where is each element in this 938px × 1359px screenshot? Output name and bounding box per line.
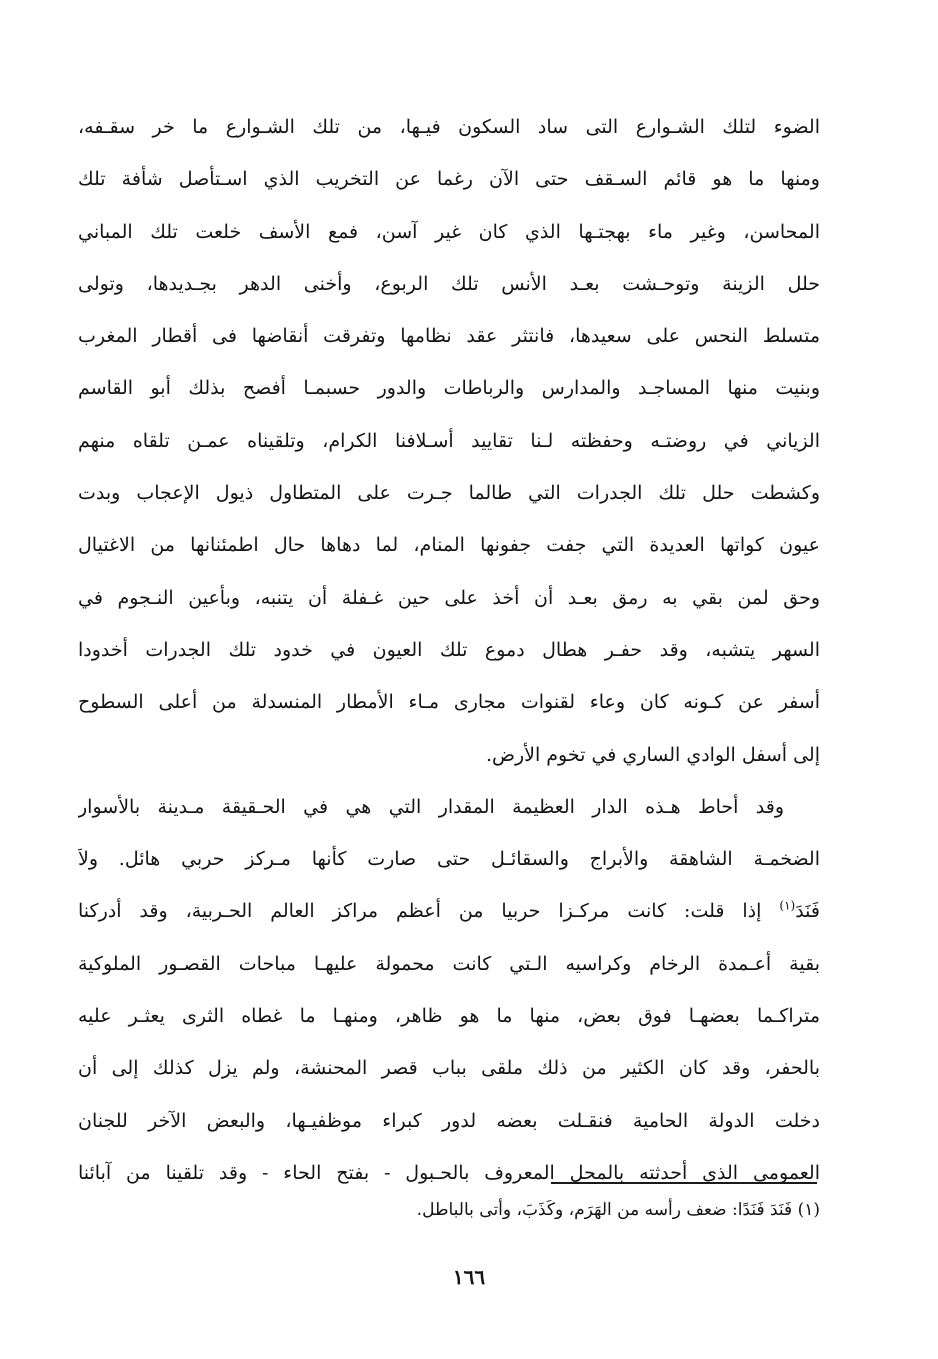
text-line: ومنها ما هو قائم السـقف حتى الآن رغما عن التخريب الذي اسـتأصل شأفة تلك — [78, 168, 820, 191]
text-line: بالحفر، وقد كان الكثير من ذلك ملقى بباب قصر المحنشة، ولم يزل كذلك إلى أن — [78, 1057, 820, 1080]
text-line: الزياني في روضتـه وحفظته لـنا تقاييد أسـلافنا الكرام، وتلقيناه عمـن تلقاه منهم — [78, 429, 820, 452]
text-line: متراكـما بعضهـا فوق بعض، منها ما هو ظاهر، ومنهـا ما غطاه الثرى يعثـر عليه — [78, 1005, 820, 1028]
text-line: وقد أحاط هـذه الدار العظيمة المقدار التي هي في الحـقيقة مـدينة بالأسوار — [78, 795, 784, 818]
body-text — [78, 101, 820, 1199]
text-line: المحاسن، وغير ماء بهجتـها الذي كان غير آسن، فمع الأسف خلعت تلك المباني — [78, 220, 820, 243]
footnote: (١) فَنَدَ فَنَدًا: ضعف رأسه من الهَرَم، وكَذَبَ، وأتى بالباطل. — [416, 1200, 820, 1220]
page-number: ١٦٦ — [452, 1265, 486, 1289]
text-line: إلى أسفل الوادي الساري في تخوم الأرض. — [485, 743, 820, 766]
text-line-rest: إذا قلت: كانت مركـزا حربيا من أعظم مراكز العالم الحـربية، وقد أدركنا — [78, 900, 762, 923]
text-line: حلل الزينة وتوحـشت بعـد الأنس تلك الربوع، وأخنى الدهر بجـديدها، وتولى — [78, 272, 820, 295]
text-line-with-note — [78, 885, 820, 937]
text-line: العمومي الذي أحدثته بالمحل المعروف بالحـبول - بفتح الحاء - وقد تلقينا من آبائنا — [78, 1161, 820, 1184]
footnote-marker: (١) — [779, 899, 796, 914]
text-line: السهر يتشبه، وقد حفـر هطال دموع تلك العيون في خدود تلك الجدرات أخدودا — [78, 638, 820, 661]
footnote-rule — [551, 1182, 817, 1184]
text-line: الضوء لتلك الشـوارع التى ساد السكون فيـها، من تلك الشـوارع ما خر سقـفه، — [78, 116, 820, 138]
text-line: وبنيت منها المساجـد والمدارس والرباطات والدور حسبمـا أفصح بذلك أبو القاسم — [78, 377, 820, 400]
text-line: عيون كواتها العديدة التي جفت جفونها المنام، لما دهاها حال اطمئنانها من الاغتيال — [78, 534, 820, 557]
text-line: الضخمـة الشاهقة والأبراج والسقائـل حتى صارت كأنها مـركز حربي هائل. ولاَ — [78, 848, 820, 871]
text-line: أسفر عن كـونه كان وعاء لقنوات مجارى مـاء الأمطار المنسدلة من أعلى السطوح — [78, 691, 820, 714]
text-line: وحق لمن بقي به رمق بعـد أن أخذ على حين غـفلة أن يتنبه، وبأعين النـجوم في — [78, 586, 820, 609]
text-line: بقية أعـمدة الرخام وكراسيه الـتي كانت محمولة عليهـا مباحات القصـور الملوكية — [78, 952, 820, 975]
glossed-word: فَنَدَ — [795, 900, 820, 923]
text-line: دخلت الدولة الحامية فنقـلت بعضه لدور كبراء موظفيـها، والبعض الآخر للجنان — [78, 1109, 820, 1132]
text-line: متسلط النحس على سعيدها، فانتثر عقد نظامها وتفرقت أنقاضها فى أقطار المغرب — [78, 325, 820, 348]
text-line: وكشطت حلل تلك الجدرات التي طالما جـرت على المتطاول ذيول الإعجاب وبدت — [78, 482, 820, 505]
